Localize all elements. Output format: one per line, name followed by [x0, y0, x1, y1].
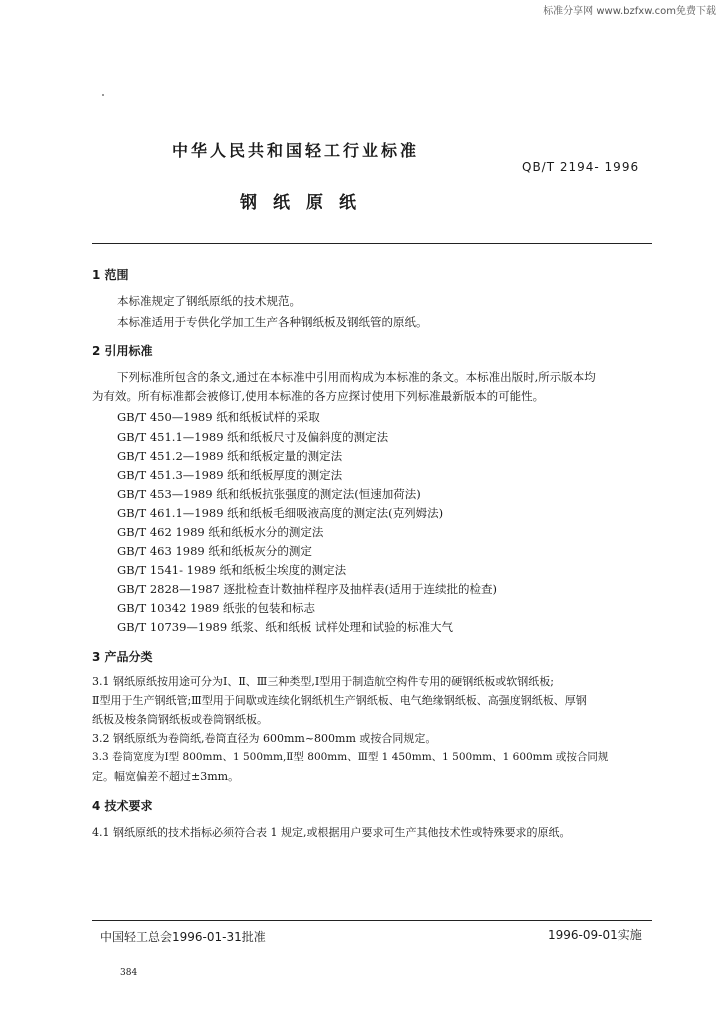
- clause-3-2: 3.2 钢纸原纸为卷筒纸,卷筒直径为 600mm~800mm 或按合同规定。: [92, 732, 437, 745]
- reference-item: GB/T 462 1989 纸和纸板水分的测定法: [117, 525, 324, 539]
- clause-3-3-line: 3.3 卷筒宽度为Ⅰ型 800mm、1 500mm,Ⅱ型 800mm、Ⅲ型 1 450mm、1 500mm、1 600mm 或按合同规: [92, 751, 609, 763]
- section-2-intro-line: 为有效。所有标准都会被修订,使用本标准的各方应探讨使用下列标准最新版本的可能性。: [92, 389, 545, 403]
- reference-item: GB/T 10739—1989 纸浆、纸和纸板 试样处理和试验的标准大气: [117, 620, 453, 634]
- approval-date: 中国轻工总会1996-01-31批准: [100, 930, 266, 944]
- footer-rule: [92, 920, 652, 921]
- header-rule: [92, 243, 652, 244]
- reference-item: GB/T 450—1989 纸和纸板试样的采取: [117, 410, 320, 424]
- page-number: 384: [120, 968, 138, 978]
- document-title: 钢纸原纸: [240, 193, 372, 213]
- clause-3-1-line: Ⅱ型用于生产钢纸管;Ⅲ型用于间歇或连续化钢纸机生产钢纸板、电气绝缘钢纸板、高强度钢纸板、厚钢: [92, 694, 587, 707]
- reference-item: GB/T 461.1—1989 纸和纸板毛细吸液高度的测定法(克列姆法): [117, 506, 444, 520]
- reference-item: GB/T 1541- 1989 纸和纸板尘埃度的测定法: [117, 563, 347, 577]
- watermark: 标准分享网 www.bzfxw.com免费下载: [543, 6, 716, 17]
- section-4-heading: 4 技术要求: [92, 799, 153, 813]
- reference-item: GB/T 463 1989 纸和纸板灰分的测定: [117, 544, 312, 558]
- section-2-intro-line: 下列标准所包含的条文,通过在本标准中引用而构成为本标准的条文。本标准出版时,所示版本均: [117, 370, 596, 384]
- issuing-organization: 中华人民共和国轻工行业标准: [172, 141, 420, 160]
- section-2-heading: 2 引用标准: [92, 344, 153, 358]
- section-1-line: 本标准适用于专供化学加工生产各种钢纸板及钢纸管的原纸。: [117, 315, 428, 329]
- section-3-heading: 3 产品分类: [92, 650, 153, 664]
- clause-3-1-line: 3.1 钢纸原纸按用途可分为Ⅰ、Ⅱ、Ⅲ三种类型,Ⅰ型用于制造航空构件专用的硬钢纸板或软钢纸板;: [92, 675, 554, 688]
- effective-date: 1996-09-01实施: [548, 928, 642, 942]
- section-1-line: 本标准规定了钢纸原纸的技术规范。: [117, 294, 301, 308]
- reference-item: GB/T 10342 1989 纸张的包装和标志: [117, 601, 315, 615]
- scan-speck: [102, 94, 104, 96]
- standard-code: QB/T 2194- 1996: [522, 160, 640, 174]
- clause-3-1-line: 纸板及梭条筒钢纸板或卷筒钢纸板。: [92, 713, 268, 726]
- clause-3-3-line: 定。幅宽偏差不超过±3mm。: [92, 770, 240, 783]
- reference-item: GB/T 451.3—1989 纸和纸板厚度的测定法: [117, 468, 343, 482]
- reference-item: GB/T 453—1989 纸和纸板抗张强度的测定法(恒速加荷法): [117, 487, 421, 501]
- reference-item: GB/T 2828—1987 逐批检查计数抽样程序及抽样表(适用于连续批的检查): [117, 582, 497, 596]
- section-1-heading: 1 范围: [92, 268, 129, 282]
- clause-4-1: 4.1 钢纸原纸的技术指标必须符合表 1 规定,或根据用户要求可生产其他技术性或特殊要求的原纸。: [92, 826, 571, 839]
- reference-item: GB/T 451.2—1989 纸和纸板定量的测定法: [117, 449, 343, 463]
- reference-item: GB/T 451.1—1989 纸和纸板尺寸及偏斜度的测定法: [117, 430, 389, 444]
